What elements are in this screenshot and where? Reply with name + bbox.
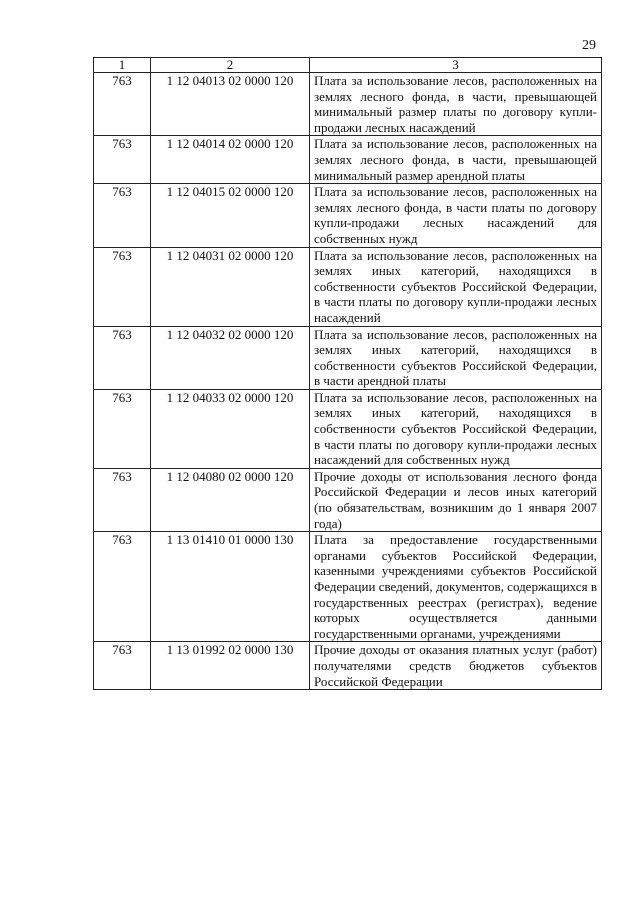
revenue-code-cell: 1 12 04014 02 0000 120 <box>151 136 310 184</box>
table-row <box>94 389 602 468</box>
table-row <box>94 468 602 531</box>
admin-code-cell: 763 <box>94 184 151 247</box>
revenue-code-cell: 1 12 04015 02 0000 120 <box>151 184 310 247</box>
revenue-name-cell: Плата за использование лесов, расположенных на землях иных категорий, находящихся в собственности субъектов Российской Федерации, в части платы по договору купли-продажи лесных насаждений для собственных нужд <box>310 389 602 468</box>
admin-code-cell: 763 <box>94 247 151 326</box>
table-row <box>94 247 602 326</box>
revenue-codes-table <box>93 57 602 690</box>
admin-code-cell: 763 <box>94 532 151 642</box>
revenue-name-cell: Плата за использование лесов, расположенных на землях лесного фонда, в части, превышающей минимальный размер платы по договору купли-продажи лесных насаждений <box>310 73 602 136</box>
admin-code-cell: 763 <box>94 326 151 389</box>
admin-code-cell: 763 <box>94 642 151 690</box>
revenue-name-cell: Прочие доходы от использования лесного фонда Российской Федерации и лесов иных категорий (по обязательствам, возникшим до 1 января 2007 года) <box>310 468 602 531</box>
column-header-1: 1 <box>94 58 151 73</box>
table-row <box>94 326 602 389</box>
table-header-row <box>94 58 602 73</box>
revenue-code-cell: 1 12 04032 02 0000 120 <box>151 326 310 389</box>
revenue-name-cell: Прочие доходы от оказания платных услуг (работ) получателями средств бюджетов субъектов Российской Федерации <box>310 642 602 690</box>
revenue-name-cell: Плата за использование лесов, расположенных на землях иных категорий, находящихся в собственности субъектов Российской Федерации, в части арендной платы <box>310 326 602 389</box>
revenue-name-cell: Плата за предоставление государственными органами субъектов Российской Федерации, казенными учреждениями субъектов Российской Федерации сведений, документов, содержащихся в государственных реестрах (регистрах), ведение которых осуществляется данными государственными органами, учреждениями <box>310 532 602 642</box>
page-number: 29 <box>582 38 596 53</box>
admin-code-cell: 763 <box>94 136 151 184</box>
column-header-2: 2 <box>151 58 310 73</box>
revenue-code-cell: 1 12 04080 02 0000 120 <box>151 468 310 531</box>
revenue-name-cell: Плата за использование лесов, расположенных на землях иных категорий, находящихся в собственности субъектов Российской Федерации, в части платы по договору купли-продажи лесных насаждений <box>310 247 602 326</box>
revenue-code-cell: 1 12 04031 02 0000 120 <box>151 247 310 326</box>
table-row <box>94 73 602 136</box>
table-row <box>94 532 602 642</box>
revenue-code-cell: 1 12 04033 02 0000 120 <box>151 389 310 468</box>
revenue-code-cell: 1 12 04013 02 0000 120 <box>151 73 310 136</box>
admin-code-cell: 763 <box>94 73 151 136</box>
table-row <box>94 136 602 184</box>
revenue-name-cell: Плата за использование лесов, расположенных на землях лесного фонда, в части платы по договору купли-продажи лесных насаждений для собственных нужд <box>310 184 602 247</box>
column-header-3: 3 <box>310 58 602 73</box>
table-row <box>94 184 602 247</box>
admin-code-cell: 763 <box>94 468 151 531</box>
revenue-code-cell: 1 13 01992 02 0000 130 <box>151 642 310 690</box>
table-row <box>94 642 602 690</box>
revenue-name-cell: Плата за использование лесов, расположенных на землях лесного фонда, в части, превышающей минимальный размер арендной платы <box>310 136 602 184</box>
revenue-code-cell: 1 13 01410 01 0000 130 <box>151 532 310 642</box>
admin-code-cell: 763 <box>94 389 151 468</box>
